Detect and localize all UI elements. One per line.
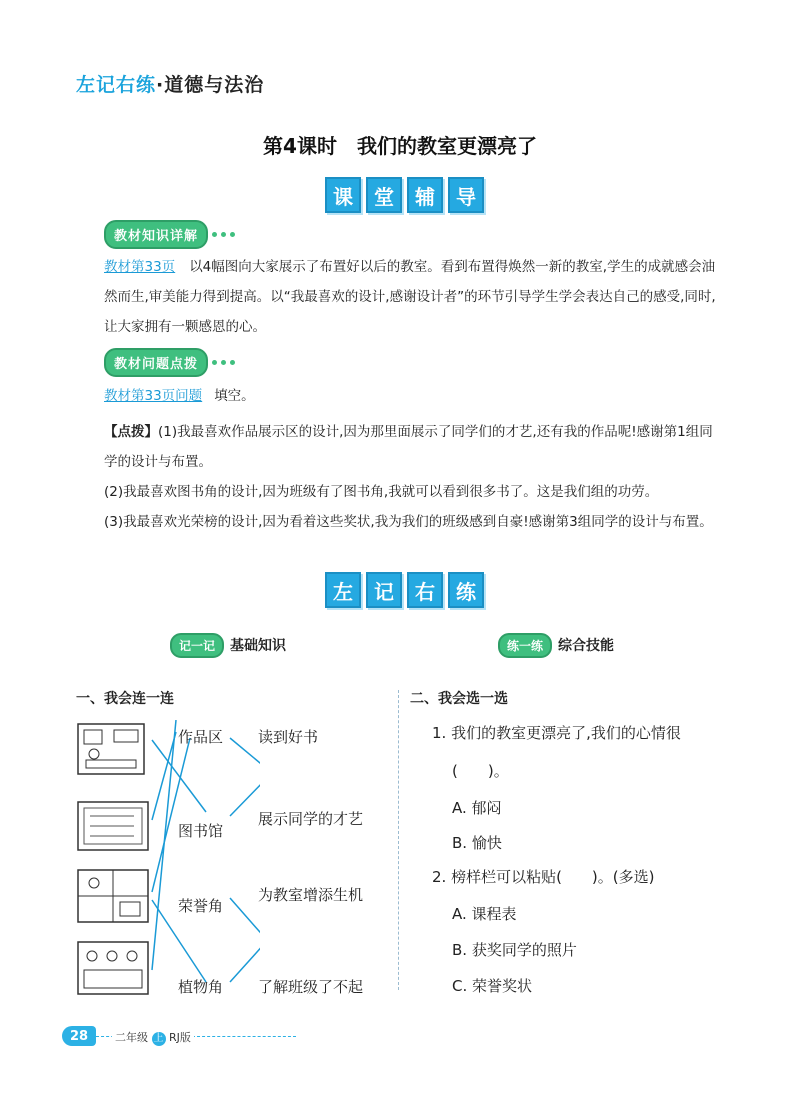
- basic-knowledge-label: 基础知识: [230, 638, 287, 654]
- question-1-blank[interactable]: ( )。: [452, 762, 509, 780]
- textbook-page-link[interactable]: 教材第33页: [104, 259, 176, 275]
- grade-label: 二年级: [115, 1031, 148, 1044]
- tag-label: 教材知识详解: [104, 220, 208, 249]
- matching-lines: [150, 720, 260, 1000]
- lesson-title: 第4课时 我们的教室更漂亮了: [263, 134, 537, 158]
- q2-option-c[interactable]: C. 荣誉奖状: [452, 977, 533, 995]
- left-column-heading: [170, 633, 286, 658]
- q2-option-b[interactable]: B. 获奖同学的照片: [452, 941, 577, 959]
- banner-char: 辅: [407, 177, 443, 213]
- desc-add-vitality[interactable]: 为教室增添生机: [258, 886, 364, 904]
- q2-option-a[interactable]: A. 课程表: [452, 905, 517, 923]
- series-header: [76, 70, 264, 97]
- practice-pill: 练一练: [498, 633, 552, 658]
- edition-label: RJ版: [169, 1031, 191, 1044]
- hint-label: 【点拨】: [104, 424, 158, 440]
- matching-pictures: [76, 720, 156, 1000]
- q1-option-a[interactable]: A. 郁闷: [452, 799, 502, 817]
- hint-item-3: (3)我最喜欢光荣榜的设计,因为看着这些奖状,我为我们的班级感到自豪!感谢第3组同学的设计与布置。: [104, 514, 713, 530]
- tag-label: 教材问题点拨: [104, 348, 208, 377]
- section-tag-questions: [104, 348, 235, 377]
- comprehensive-skills-label: 综合技能: [558, 638, 615, 654]
- banner-char: 左: [325, 572, 361, 608]
- desc-show-talents[interactable]: 展示同学的才艺: [258, 810, 364, 828]
- banner-char: 记: [366, 572, 402, 608]
- banner-practice: [325, 572, 484, 608]
- desc-class-pride[interactable]: 了解班级了不起: [258, 978, 364, 996]
- bookcorner-picture: [78, 802, 148, 850]
- honor-corner-picture: [78, 870, 148, 922]
- place-library[interactable]: 图书馆: [178, 822, 224, 840]
- banner-char: 堂: [366, 177, 402, 213]
- subject-name: 道德与法治: [164, 74, 265, 96]
- section-tag-knowledge: [104, 220, 235, 249]
- desc-read-good-books[interactable]: 读到好书: [258, 728, 319, 746]
- place-honor-corner[interactable]: 荣誉角: [178, 897, 224, 915]
- banner-classroom-guide: [325, 177, 484, 213]
- tag-dots: [212, 232, 235, 237]
- hint-item-2: (2)我最喜欢图书角的设计,因为班级有了图书角,我就可以看到很多书了。这是我们组的功劳。: [104, 484, 659, 500]
- term-badge: 上: [153, 1033, 164, 1044]
- q1-option-b[interactable]: B. 愉快: [452, 834, 502, 852]
- plant-corner-picture: [78, 942, 148, 994]
- question-instruction: 填空。: [214, 388, 255, 404]
- banner-char: 导: [448, 177, 484, 213]
- brand-name: 左记右练: [76, 74, 157, 96]
- footer-edition: [112, 1029, 194, 1046]
- textbook-question-link[interactable]: 教材第33页问题: [104, 388, 203, 404]
- banner-char: 右: [407, 572, 443, 608]
- right-column-heading: [498, 633, 614, 658]
- banner-char: 练: [448, 572, 484, 608]
- question-section: [104, 381, 724, 537]
- hint-item-1: (1)我最喜欢作品展示区的设计,因为那里面展示了同学们的才艺,还有我的作品呢!感谢第1组同学的设计与布置。: [104, 424, 713, 470]
- column-divider: [398, 690, 399, 990]
- memorize-pill: 记一记: [170, 633, 224, 658]
- classroom-picture: [78, 724, 144, 774]
- header-dot: ·: [156, 74, 165, 96]
- page-number: 28: [62, 1026, 96, 1046]
- choice-title: 二、我会选一选: [410, 691, 508, 707]
- place-plant-corner[interactable]: 植物角: [178, 978, 224, 996]
- tag-dots: [212, 360, 235, 365]
- matching-title: 一、我会连一连: [76, 691, 174, 707]
- knowledge-text: 以4幅图向大家展示了布置好以后的教室。看到布置得焕然一新的教室,学生的成就感会油然而生,审美能力得到提高。以“我最喜欢的设计,感谢设计者”的环节引导学生学会表达自己的感受,同时,让大家拥有一颗感恩的心。: [104, 259, 716, 335]
- place-works-area[interactable]: 作品区: [178, 728, 224, 746]
- question-2: 2. 榜样栏可以粘贴( )。(多选): [432, 868, 655, 886]
- knowledge-paragraph: [104, 252, 724, 342]
- banner-char: 课: [325, 177, 361, 213]
- question-1: 1. 我们的教室更漂亮了,我们的心情很: [432, 724, 681, 742]
